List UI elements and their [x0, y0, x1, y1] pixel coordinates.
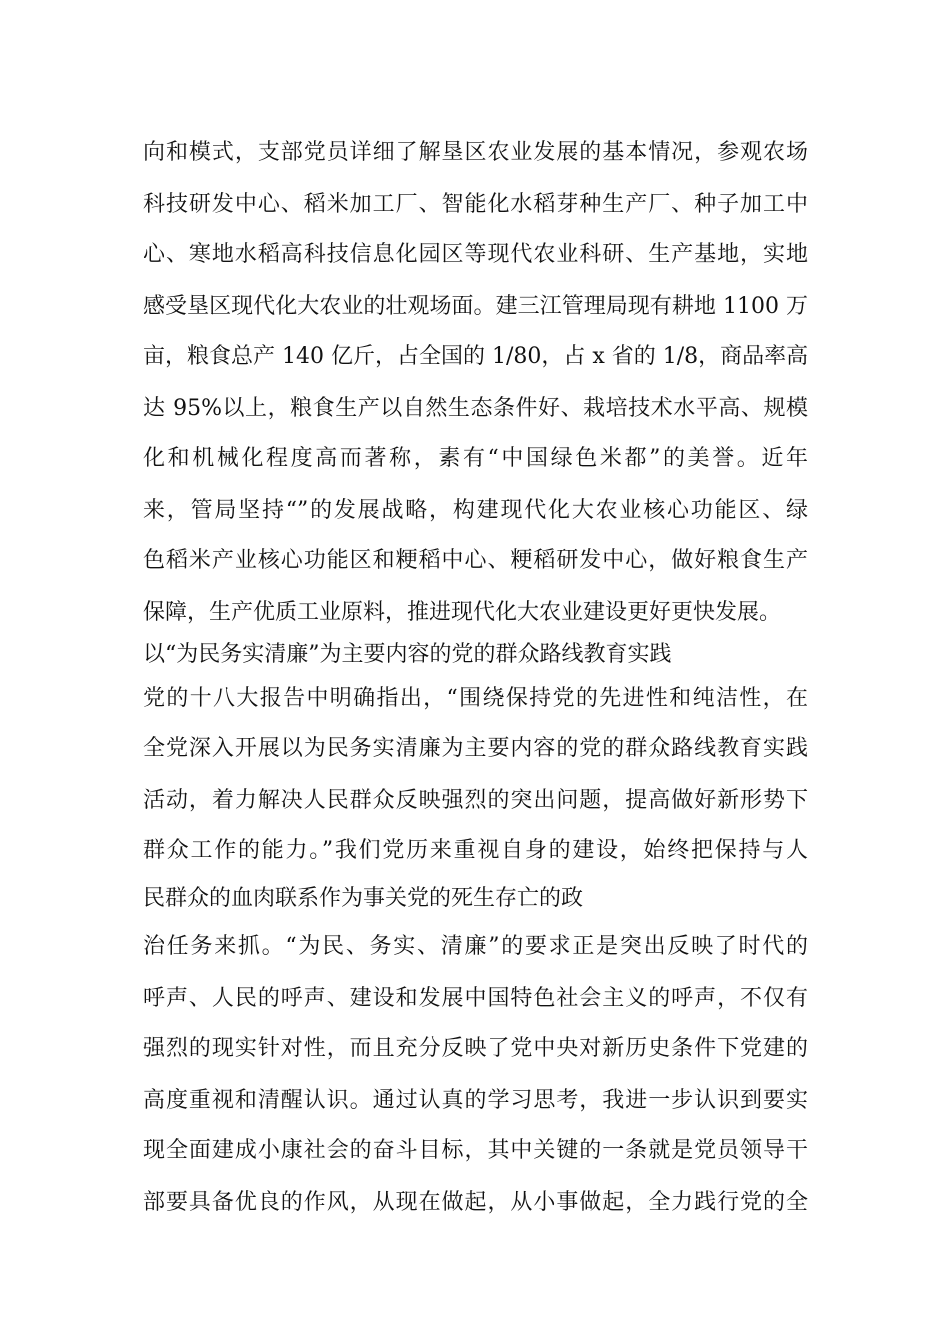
- text-line: 民群众的血肉联系作为事关党的死生存亡的政: [143, 886, 584, 911]
- text-line: 活动，着力解决人民群众反映强烈的突出问题，提高做好新形势下: [143, 788, 808, 813]
- text-line: 全党深入开展以为民务实清廉为主要内容的党的群众路线教育实践: [143, 736, 808, 761]
- text-line: 来，管局坚持“”的发展战略，构建现代化大农业核心功能区、绿: [143, 498, 808, 523]
- text-line: 科技研发中心、稻米加工厂、智能化水稻芽种生产厂、种子加工中: [143, 192, 808, 217]
- text-line: 化和机械化程度高而著称，素有“中国绿色米都”的美誉。近年: [143, 446, 808, 471]
- text-line: 感受垦区现代化大农业的壮观场面。建三江管理局现有耕地 1100 万: [143, 294, 808, 319]
- text-line: 群众工作的能力。”我们党历来重视自身的建设，始终把保持与人: [143, 838, 808, 863]
- text-line: 保障，生产优质工业原料，推进现代化大农业建设更好更快发展。: [143, 600, 782, 625]
- section-heading: 以“为民务实清廉”为主要内容的党的群众路线教育实践: [143, 642, 672, 667]
- text-line: 治任务来抓。“为民、务实、清廉”的要求正是突出反映了时代的: [143, 934, 808, 959]
- text-line: 亩，粮食总产 140 亿斤，占全国的 1/80，占 x 省的 1/8，商品率高: [143, 344, 809, 369]
- text-line: 达 95%以上，粮食生产以自然生态条件好、栽培技术水平高、规模: [143, 396, 808, 421]
- text-line: 色稻米产业核心功能区和粳稻中心、粳稻研发中心，做好粮食生产: [143, 548, 808, 573]
- text-line: 心、寒地水稻高科技信息化园区等现代农业科研、生产基地，实地: [143, 242, 808, 267]
- text-line: 高度重视和清醒认识。通过认真的学习思考，我进一步认识到要实: [143, 1088, 808, 1113]
- text-line: 党的十八大报告中明确指出，“围绕保持党的先进性和纯洁性，在: [143, 686, 808, 711]
- text-line: 部要具备优良的作风，从现在做起，从小事做起，全力践行党的全: [143, 1190, 808, 1215]
- text-line: 强烈的现实针对性，而且充分反映了党中央对新历史条件下党建的: [143, 1036, 808, 1061]
- text-line: 呼声、人民的呼声、建设和发展中国特色社会主义的呼声，不仅有: [143, 986, 808, 1011]
- text-line: 现全面建成小康社会的奋斗目标，其中关键的一条就是党员领导干: [143, 1138, 808, 1163]
- text-line: 向和模式，支部党员详细了解垦区农业发展的基本情况，参观农场: [143, 140, 808, 165]
